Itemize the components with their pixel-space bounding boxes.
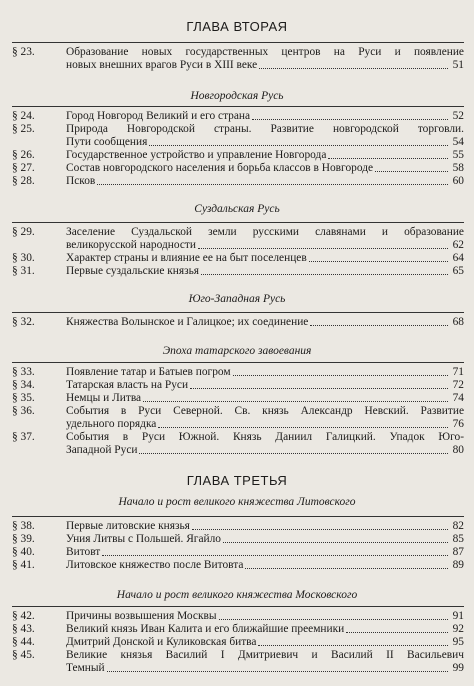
toc-entry-body <box>66 623 464 636</box>
toc-entry-tail <box>66 418 464 431</box>
section-number: § 31. <box>12 265 35 277</box>
toc-entry-title: Появление татар и Батыев погром <box>66 366 231 378</box>
toc-entry-title: удельного порядка <box>66 418 157 430</box>
dot-leader <box>190 388 448 389</box>
page-number: 54 <box>452 136 464 148</box>
page-number: 85 <box>452 533 464 545</box>
toc-list <box>12 516 464 572</box>
toc-entry-body <box>66 533 464 546</box>
toc-entry <box>12 366 464 379</box>
toc-entry-title: Характер страны и влияние ее на быт поселенцев <box>66 252 307 264</box>
toc-entry-body <box>66 610 464 623</box>
toc-entry-body <box>66 265 464 278</box>
section-number: § 44. <box>12 636 35 648</box>
chapter-3-title: ГЛАВА ТРЕТЬЯ <box>186 473 288 488</box>
page-number: 68 <box>452 316 464 328</box>
toc-entry-title: Витовт <box>66 546 101 558</box>
toc-list <box>12 106 464 188</box>
page-number: 92 <box>452 623 464 635</box>
toc-entry-title: Темный <box>66 662 105 674</box>
page-number: 95 <box>452 636 464 648</box>
page-number: 91 <box>452 610 464 622</box>
toc-list <box>12 312 464 329</box>
section-number: § 38. <box>12 520 35 532</box>
toc-entry-title: Первые литовские князья <box>66 520 190 532</box>
toc-entry <box>12 252 464 265</box>
section-number: § 25. <box>12 123 35 135</box>
section-heading: Суздальская Русь <box>194 203 280 215</box>
section-number: § 33. <box>12 366 35 378</box>
section-number: § 35. <box>12 392 35 404</box>
toc-entry-tail <box>66 662 464 675</box>
toc-entry-body <box>66 316 464 329</box>
section-number: § 36. <box>12 405 35 417</box>
toc-entry-body <box>66 559 464 572</box>
toc-entry-title: Княжества Волынское и Галицкое; их соединение <box>66 316 309 328</box>
toc-entry-title: Природа Новгородской страны. Развитие новгородской торговли. <box>66 123 464 135</box>
page-number: 71 <box>452 366 464 378</box>
toc-entry-body <box>66 110 464 123</box>
dot-leader <box>102 555 448 556</box>
page-number: 60 <box>452 175 464 187</box>
toc-entry <box>12 623 464 636</box>
toc-entry <box>12 546 464 559</box>
page-number: 99 <box>452 662 464 674</box>
section-heading: Юго-Западная Русь <box>188 293 286 305</box>
toc-entry <box>12 110 464 123</box>
section-number: § 29. <box>12 226 35 238</box>
toc-entry-body <box>66 392 464 405</box>
page-number: 87 <box>452 546 464 558</box>
toc-entry-title: Немцы и Литва <box>66 392 142 404</box>
toc-entry <box>12 316 464 329</box>
toc-entry <box>12 636 464 649</box>
page-number: 62 <box>452 239 464 251</box>
toc-entry <box>12 405 464 431</box>
toc-entry-tail <box>66 444 464 457</box>
toc-entry-title: Литовское княжество после Витовта <box>66 559 244 571</box>
dot-leader <box>258 645 448 646</box>
toc-entry-title: Уния Литвы с Польшей. Ягайло <box>66 533 221 545</box>
toc-entry-title: Государственное устройство и управление Новгорода <box>66 149 327 161</box>
toc-entry <box>12 123 464 149</box>
toc-entry-title: Западной Руси <box>66 444 138 456</box>
section-number: § 32. <box>12 316 35 328</box>
chapter-2-title: ГЛАВА ВТОРАЯ <box>186 19 288 34</box>
toc-entry <box>12 610 464 623</box>
section-number: § 37. <box>12 431 35 443</box>
section-number: § 28. <box>12 175 35 187</box>
toc-entry <box>12 559 464 572</box>
toc-list <box>12 42 464 72</box>
section-number: § 40. <box>12 546 35 558</box>
toc-entry-title: Образование новых государственных центров на Руси и появление <box>66 46 464 58</box>
toc-entry-body <box>66 636 464 649</box>
toc-entry-title: великорусской народности <box>66 239 196 251</box>
toc-entry-title: Пути сообщения <box>66 136 148 148</box>
toc-entry-tail <box>66 136 464 149</box>
toc-entry-body <box>66 405 464 431</box>
dot-leader <box>192 529 448 530</box>
section-number: § 26. <box>12 149 35 161</box>
section-heading: Эпоха татарского завоевания <box>162 345 312 357</box>
toc-entry-title: Татарская власть на Руси <box>66 379 189 391</box>
toc-entry-body <box>66 149 464 162</box>
toc-entry-body <box>66 175 464 188</box>
page-number: 52 <box>452 110 464 122</box>
section-heading: Новгородская Русь <box>190 90 284 102</box>
toc-entry-body <box>66 226 464 252</box>
dot-leader <box>219 619 448 620</box>
toc-entry-title: Великие князья Василий I Дмитриевич и Василий II Васильевич <box>66 649 464 661</box>
toc-entry-title: Состав новгородского населения и борьба классов в Новгороде <box>66 162 374 174</box>
toc-entry-title: Город Новгород Великий и его страна <box>66 110 251 122</box>
dot-leader <box>223 542 448 543</box>
toc-entry-body <box>66 546 464 559</box>
section-number: § 27. <box>12 162 35 174</box>
dot-leader <box>201 274 448 275</box>
toc-entry-body <box>66 162 464 175</box>
dot-leader <box>310 325 448 326</box>
toc-entry <box>12 649 464 675</box>
dot-leader <box>328 158 448 159</box>
toc-entry-title: События в Руси Северной. Св. князь Александр Невский. Развитие <box>66 405 464 417</box>
toc-entry <box>12 162 464 175</box>
toc-entry <box>12 149 464 162</box>
page-number: 89 <box>452 559 464 571</box>
toc-entry <box>12 431 464 457</box>
toc-entry-title: Псков <box>66 175 96 187</box>
toc-list <box>12 606 464 675</box>
toc-entry-title: Дмитрий Донской и Куликовская битва <box>66 636 257 648</box>
toc-entry-tail <box>66 239 464 252</box>
dot-leader <box>97 184 448 185</box>
dot-leader <box>143 401 448 402</box>
section-number: § 24. <box>12 110 35 122</box>
toc-entry-body <box>66 123 464 149</box>
page-number: 65 <box>452 265 464 277</box>
toc-entry <box>12 533 464 546</box>
page-number: 58 <box>452 162 464 174</box>
section-number: § 43. <box>12 623 35 635</box>
page-number: 72 <box>452 379 464 391</box>
toc-entry-body <box>66 366 464 379</box>
section-number: § 34. <box>12 379 35 391</box>
page-number: 74 <box>452 392 464 404</box>
toc-entry-body <box>66 252 464 265</box>
dot-leader <box>252 119 448 120</box>
section-number: § 30. <box>12 252 35 264</box>
page-number: 76 <box>452 418 464 430</box>
dot-leader <box>158 427 448 428</box>
toc-entry-title: новых внешних врагов Руси в XIII веке <box>66 59 258 71</box>
section-number: § 23. <box>12 46 35 58</box>
toc-entry-tail <box>66 59 464 72</box>
dot-leader <box>198 248 448 249</box>
section-number: § 39. <box>12 533 35 545</box>
toc-entry-title: Великий князь Иван Калита и его ближайшие преемники <box>66 623 345 635</box>
toc-entry-body <box>66 649 464 675</box>
page-number: 55 <box>452 149 464 161</box>
dot-leader <box>309 261 448 262</box>
toc-entry <box>12 46 464 72</box>
toc-entry <box>12 265 464 278</box>
page-number: 51 <box>452 59 464 71</box>
page-number: 80 <box>452 444 464 456</box>
dot-leader <box>375 171 448 172</box>
dot-leader <box>233 375 448 376</box>
toc-entry-title: Первые суздальские князья <box>66 265 200 277</box>
toc-entry <box>12 520 464 533</box>
toc-entry <box>12 175 464 188</box>
toc-list <box>12 222 464 278</box>
toc-entry <box>12 226 464 252</box>
toc-entry <box>12 392 464 405</box>
dot-leader <box>259 68 448 69</box>
section-heading: Начало и рост великого княжества Литовского <box>118 496 356 508</box>
toc-entry-body <box>66 431 464 457</box>
dot-leader <box>346 632 448 633</box>
toc-entry-body <box>66 379 464 392</box>
toc-entry-title: Заселение Суздальской земли русскими славянами и образование <box>66 226 464 238</box>
section-number: § 41. <box>12 559 35 571</box>
dot-leader <box>245 568 448 569</box>
page-number: 82 <box>452 520 464 532</box>
toc-entry-body <box>66 520 464 533</box>
toc-list <box>12 362 464 457</box>
dot-leader <box>139 453 448 454</box>
toc-entry-title: События в Руси Южной. Князь Даниил Галицкий. Упадок Юго- <box>66 431 464 443</box>
dot-leader <box>107 671 448 672</box>
dot-leader <box>149 145 448 146</box>
page-number: 64 <box>452 252 464 264</box>
section-heading: Начало и рост великого княжества Московского <box>116 589 358 601</box>
toc-entry-title: Причины возвышения Москвы <box>66 610 217 622</box>
toc-entry-body <box>66 46 464 72</box>
section-number: § 45. <box>12 649 35 661</box>
section-number: § 42. <box>12 610 35 622</box>
toc-entry <box>12 379 464 392</box>
